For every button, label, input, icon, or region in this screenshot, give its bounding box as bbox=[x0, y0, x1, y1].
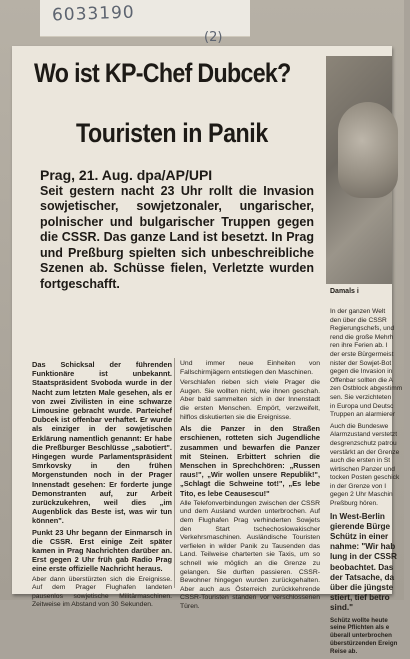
archive-id: 6033190 bbox=[51, 2, 136, 26]
paragraph: In der ganzen Welt den über die CSSR Regierungschefs, und rend die große Mehrh ren ihre Ferien ab. I der erste Bürgermeist nister der Sowjet-Bot gegen die Invasion in Offenbar sollten die A zen Ostblock abgestimm sen. Sie verzichteten in Europa und Deutsc Truppen an alarmierer bbox=[330, 308, 403, 419]
column-divider bbox=[174, 358, 175, 588]
paragraph: In West-Berlin gierende Bürge Schütz in einer nahme: "Wir hab lung in der CSSR beobachtet. Das der Tatsache, da über die jüngste stiert, tief betro sind." bbox=[330, 511, 397, 613]
right-column bbox=[326, 46, 403, 655]
dateline: Prag, 21. Aug. dpa/AP/UPI bbox=[40, 167, 213, 183]
paragraph: Und immer neue Einheiten von Fallschirmjägern entstiegen den Maschinen. bbox=[180, 360, 320, 376]
newspaper-clipping bbox=[12, 46, 403, 655]
lead-text: Seit gestern nacht 23 Uhr rollt die Invasion sowjetischer, sowjetzonaler, ungarischer, polnischer und bulgarischer Truppen gegen die CSSR. Das ganze Land ist besetzt. In Prag und Preßburg spielten sich unbeschreibliche Szenen ab. Schüsse fielen, Verletzte wurden fortgeschafft. bbox=[40, 183, 314, 291]
portrait-face bbox=[338, 102, 398, 198]
portrait-photo bbox=[326, 56, 392, 284]
paragraph: Auch die Bundeswe Alarmzustand verstetzt desgrenzschutz patrou verstärkt an der Grenze auch die ersten in St wirtischen Panzer und tocken Posten geschick in der Grenze von I gegen 2 Uhr Maschin Preßburg hören. bbox=[330, 422, 400, 508]
subheadline: Touristen in Panik bbox=[76, 118, 268, 148]
paragraph: Punkt 23 Uhr begann der Einmarsch in die CSSR. Erst einige Zeit später kamen in Prag Nachrichten darüber an. Erst gegen 2 Uhr früh gab Radio Prag eine erste offizielle Nachricht heraus. bbox=[32, 527, 172, 574]
paragraph: Aber dann überstürzten sich die Ereignisse. Auf dem Prager Flughafen landeten pausenlos sowjetische Militärmaschinen. Zeitweise im Abstand von 30 Sekunden. bbox=[32, 575, 172, 609]
archive-note: (2) bbox=[204, 30, 223, 45]
right-column-text bbox=[330, 308, 410, 659]
lead-paragraph bbox=[40, 168, 314, 292]
headline: Wo ist KP-Chef Dubcek? bbox=[34, 58, 291, 88]
photo-caption: Damals i bbox=[330, 288, 359, 295]
paragraph: Schütz wollte heute seine Pflichten als e überall unterbrochen überstürzenden Ereign Reise ab. bbox=[330, 616, 398, 655]
article-column-left bbox=[32, 360, 172, 612]
article-column-middle bbox=[180, 360, 320, 614]
paragraph: Als die Panzer in den Straßen erschienen, rotteten sich Jugendliche zusammen und bewarfen die Panzer mit Steinen. Erbittert schrien die Menschen in Sprechchören: „Russen raus!", „Wir wollen unsere Republik!", „Schlagt die Schweine tot!", „Es lebe Tito, es lebe Ceausescu!" bbox=[180, 424, 320, 498]
paragraph: Alle Telefonverbindungen zwischen der CSSR und dem Ausland wurden unterbrochen. Auf dem Flughafen Prag verhinderten Sowjets den Start tschechoslowakischer Verkehrsmaschinen. Ausländische Touristen verfielen in wilder Panik zu Tausenden das Land. Teilweise charterten sie Taxis, um so schnell wie möglich an die Grenze zu gelangen. Sie durften passieren. CSSR-Bewohner hingegen wurden zurückgehalten. Aber auch aus Österreich zurückkehrende CSSR-Touristen standen vor verschlossenen Türen. bbox=[180, 499, 320, 610]
paragraph: Das Schicksal der führenden Funktionäre ist unbekannt. Staatspräsident Svoboda wurde in der Nacht zum letzten Male gesehen, als er von zwei Zivilisten in eine schwarze Limousine gebracht wurde. Parteichef Dubcek ist offenbar verhaftet. Er wurde als einziger in der sowjetischen Erklärung namentlich genannt: Er habe die Preßburger Beschlüsse „sabotiert". Hingegen wurde Parlamentspräsident Smrkovsky in den frühen Morgenstunden noch in der Prager Innenstadt gesehen: Er forderte junge Demonstranten auf, zur Arbeit zurückzukehren, weil dies „im Augenblick das Beste ist, was wir tun können". bbox=[32, 360, 172, 526]
paragraph: Verschlafen rieben sich viele Prager die Augen. Sie wollten nicht, wie ihnen geschah. Aber bald sammelten sich in der Innenstadt die ersten Menschen. Empört, verzweifelt, hilflos diskutierten sie die Ereignisse. bbox=[180, 379, 320, 421]
